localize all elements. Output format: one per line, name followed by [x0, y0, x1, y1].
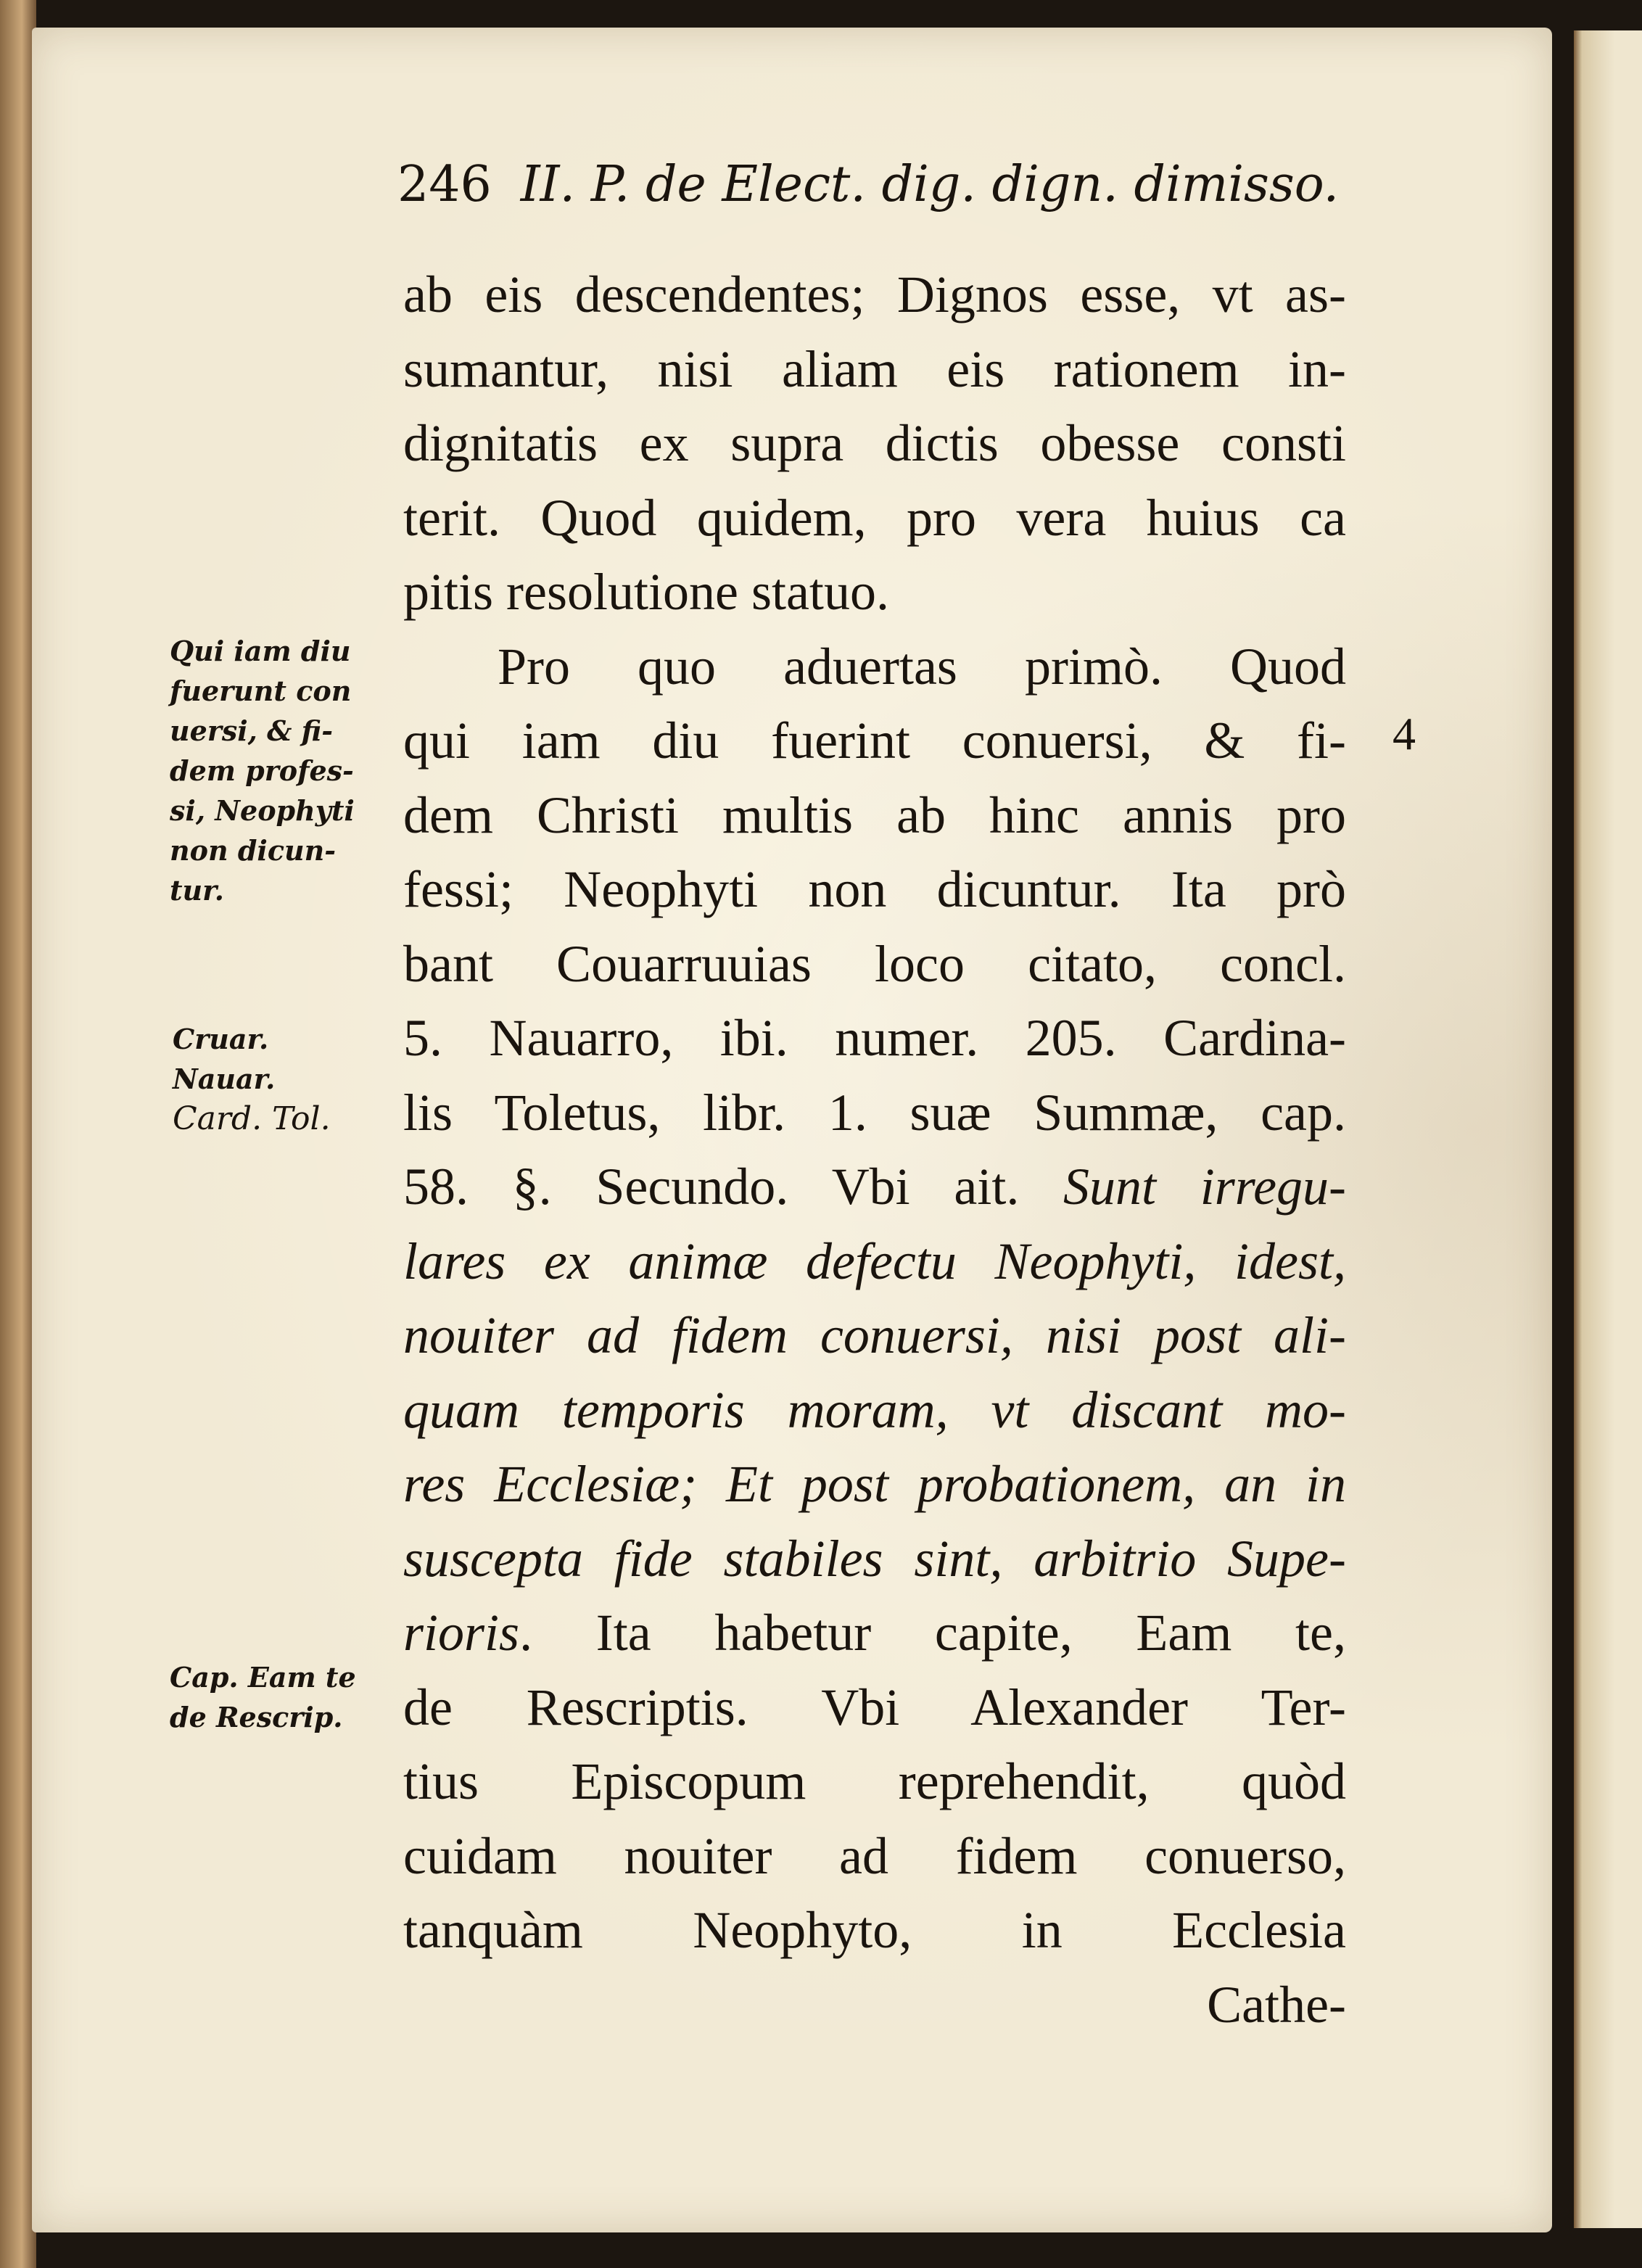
text-line: tanquàm Neophyto, in Ecclesia — [403, 1901, 1346, 1959]
text-roman: 58. §. Secundo. Vbi ait. — [403, 1158, 1064, 1216]
text-line: bant Couarruuias loco citato, concl. — [403, 934, 1346, 993]
text-italic: rioris — [403, 1604, 520, 1662]
text-line: 5. Nauarro, ibi. numer. 205. Cardina- — [403, 1009, 1346, 1067]
marginal-line: Cap. Eam te — [170, 1661, 356, 1694]
facing-page-edge — [1574, 30, 1642, 2228]
marginal-line: fuerunt con — [170, 675, 352, 707]
main-text-block — [403, 257, 1346, 2042]
italic-quote-line: quam temporis moram, vt discant mo- — [403, 1380, 1346, 1439]
marginal-line: tur. — [170, 874, 224, 907]
running-title: II. P. de Elect. dig. dign. dimisso. — [520, 156, 1340, 213]
marginal-line: Cruar. — [173, 1023, 269, 1055]
text-line-italic — [403, 1447, 1346, 1522]
text-line: de Rescriptis. Vbi Alexander Ter- — [403, 1678, 1346, 1736]
text-line-italic — [403, 1224, 1346, 1299]
text-line: qui iam diu fuerint conuersi, & fi- — [403, 712, 1346, 770]
text-line-italic — [403, 1522, 1346, 1596]
text-line-italic — [403, 1373, 1346, 1448]
italic-quote-line: lares ex animæ defectu Neophyti, idest, — [403, 1232, 1346, 1290]
marginal-line: Nauar. — [173, 1063, 276, 1095]
section-number: 4 — [1393, 708, 1416, 759]
marginal-line: si, Neophyti — [170, 794, 355, 827]
marginal-line: non dicun- — [170, 834, 337, 867]
text-line: dem Christi multis ab hinc annis pro — [403, 785, 1346, 844]
marginal-line: dem profes- — [170, 754, 354, 787]
marginal-note-authorities — [173, 1019, 331, 1139]
page-number: 246 — [397, 156, 492, 213]
text-line: ab eis descendentes; Dignos esse, vt as- — [403, 265, 1346, 323]
text-line-italic — [403, 1298, 1346, 1373]
marginal-note-neophyti — [170, 631, 355, 910]
italic-quote-line: res Ecclesiæ; Et post probationem, an in — [403, 1455, 1346, 1513]
text-line: terit. Quod quidem, pro vera huius ca — [403, 488, 1346, 547]
text-line: sumantur, nisi aliam eis rationem in- — [403, 339, 1346, 398]
paragraph-start-line: Pro quo aduertas primò. Quod — [498, 637, 1346, 696]
italic-quote-line: nouiter ad fidem conuersi, nisi post ali- — [403, 1306, 1346, 1364]
marginal-note-rescript — [170, 1657, 356, 1737]
catchword: Cathe- — [1207, 1975, 1346, 2034]
text-italic: Sunt irregu- — [1063, 1158, 1347, 1216]
text-roman: . Ita habetur capite, Eam te, — [519, 1604, 1346, 1662]
marginal-line: Card. Tol. — [173, 1100, 331, 1137]
text-line-mixed — [403, 1150, 1346, 1224]
text-line: dignitatis ex supra dictis obesse consti — [403, 414, 1346, 472]
text-line: lis Toletus, libr. 1. suæ Summæ, cap. — [403, 1083, 1346, 1142]
text-line: cuidam nouiter ad fidem conuerso, — [403, 1826, 1346, 1885]
text-line: fessi; Neophyti non dicuntur. Ita prò — [403, 860, 1346, 918]
text-line-mixed — [403, 1596, 1346, 1670]
book-spine-left — [0, 0, 36, 2268]
marginal-line: uersi, & fi- — [170, 714, 334, 747]
running-header — [397, 156, 1339, 213]
text-line: tius Episcopum reprehendit, quòd — [403, 1752, 1346, 1810]
text-line: pitis resolutione statuo. — [403, 563, 889, 621]
italic-quote-line: suscepta fide stabiles sint, arbitrio Supe- — [403, 1529, 1346, 1588]
marginal-line: Qui iam diu — [170, 635, 351, 667]
marginal-line: de Rescrip. — [170, 1701, 343, 1733]
